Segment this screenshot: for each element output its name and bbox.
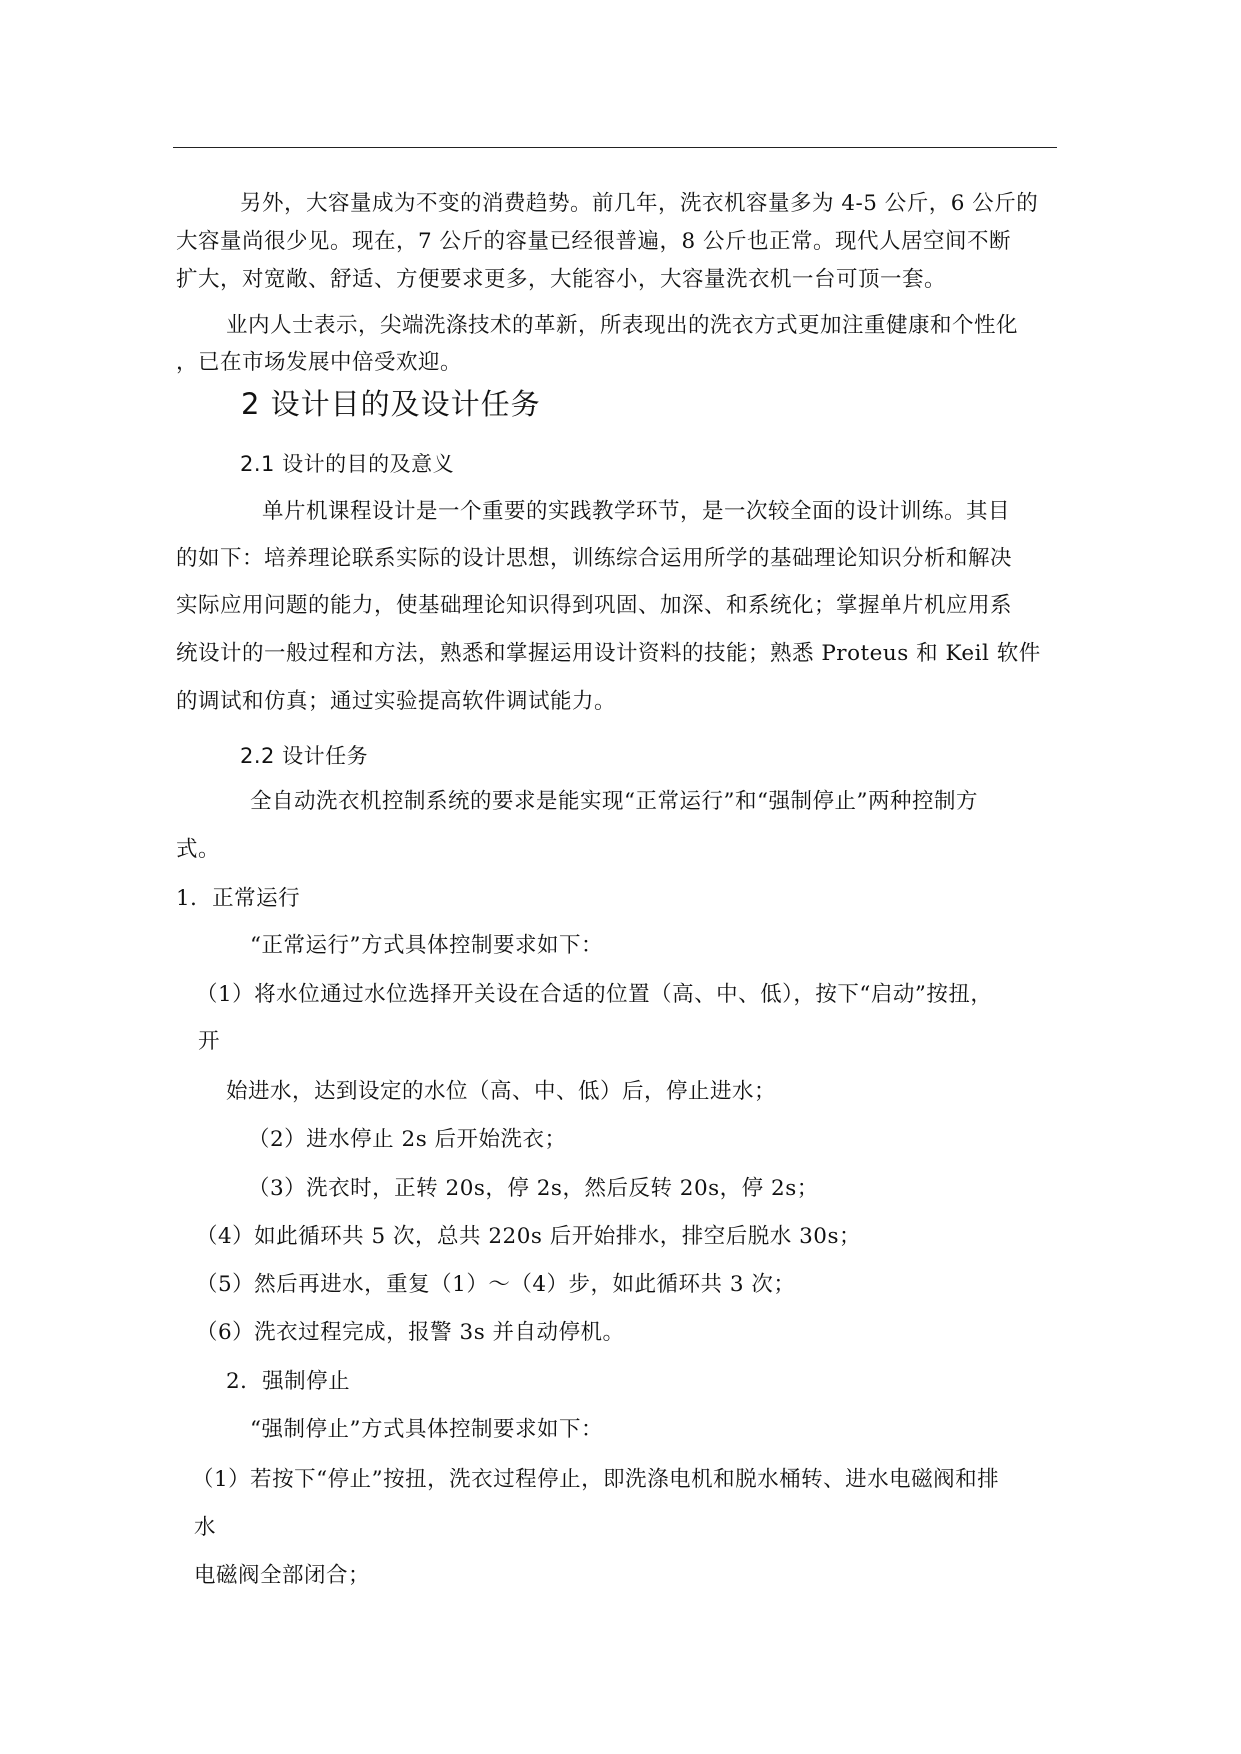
text-line: 另外，大容量成为不变的消费趋势。前几年，洗衣机容量多为 4-5 公斤，6 公斤的 [240, 191, 1039, 216]
text-line: 大容量尚很少见。现在，7 公斤的容量已经很普遍，8 公斤也正常。现代人居空间不断 [176, 229, 1012, 254]
text-line: 实际应用问题的能力，使基础理论知识得到巩固、加深、和系统化；掌握单片机应用系 [176, 593, 1013, 618]
text-line: 的如下：培养理论联系实际的设计思想，训练综合运用所学的基础理论知识分析和解决 [176, 546, 1013, 571]
text-line: 扩大，对宽敞、舒适、方便要求更多，大能容小，大容量洗衣机一台可顶一套。 [176, 267, 947, 292]
list-item: 始进水，达到设定的水位（高、中、低）后，停止进水； [226, 1079, 777, 1104]
list-heading: 2．强制停止 [226, 1369, 351, 1394]
list-item: （5）然后再进水，重复（1）～（4）步，如此循环共 3 次； [196, 1272, 796, 1297]
list-item: 电磁阀全部闭合； [194, 1563, 371, 1588]
text-line: 单片机课程设计是一个重要的实践教学环节，是一次较全面的设计训练。其目 [262, 499, 1011, 524]
text-line: “正常运行”方式具体控制要求如下： [250, 933, 603, 958]
text-line: 的调试和仿真；通过实验提高软件调试能力。 [176, 689, 617, 714]
header-rule [173, 147, 1057, 148]
list-item: （2）进水停止 2s 后开始洗衣； [248, 1127, 567, 1152]
text-line: “强制停止”方式具体控制要求如下： [250, 1417, 603, 1442]
text-line: 业内人士表示，尖端洗涤技术的革新，所表现出的洗衣方式更加注重健康和个性化 [226, 313, 1019, 338]
subsection-heading: 2.2 设计任务 [240, 744, 369, 768]
section-heading: 2 设计目的及设计任务 [241, 387, 541, 421]
list-item: （1）将水位通过水位选择开关设在合适的位置（高、中、低），按下“启动”按扭， [196, 982, 993, 1007]
list-item: （6）洗衣过程完成，报警 3s 并自动停机。 [196, 1320, 625, 1345]
text-line: 式。 [176, 837, 221, 862]
subsection-heading: 2.1 设计的目的及意义 [240, 452, 455, 476]
list-item: （4）如此循环共 5 次，总共 220s 后开始排水，排空后脱水 30s； [196, 1224, 861, 1249]
list-heading: 1．正常运行 [176, 886, 301, 911]
text-line: 统设计的一般过程和方法，熟悉和掌握运用设计资料的技能；熟悉 Proteus 和 Keil 软件 [176, 641, 1041, 666]
list-item: 开 [198, 1029, 221, 1054]
list-item: 水 [194, 1515, 217, 1540]
list-item: （1）若按下“停止”按扭，洗衣过程停止，即洗涤电机和脱水桶转、进水电磁阀和排 [192, 1467, 1000, 1492]
list-item: （3）洗衣时，正转 20s，停 2s，然后反转 20s，停 2s； [248, 1176, 819, 1201]
text-line: ，已在市场发展中倍受欢迎。 [176, 350, 463, 375]
text-line: 全自动洗衣机控制系统的要求是能实现“正常运行”和“强制停止”两种控制方 [250, 789, 978, 814]
